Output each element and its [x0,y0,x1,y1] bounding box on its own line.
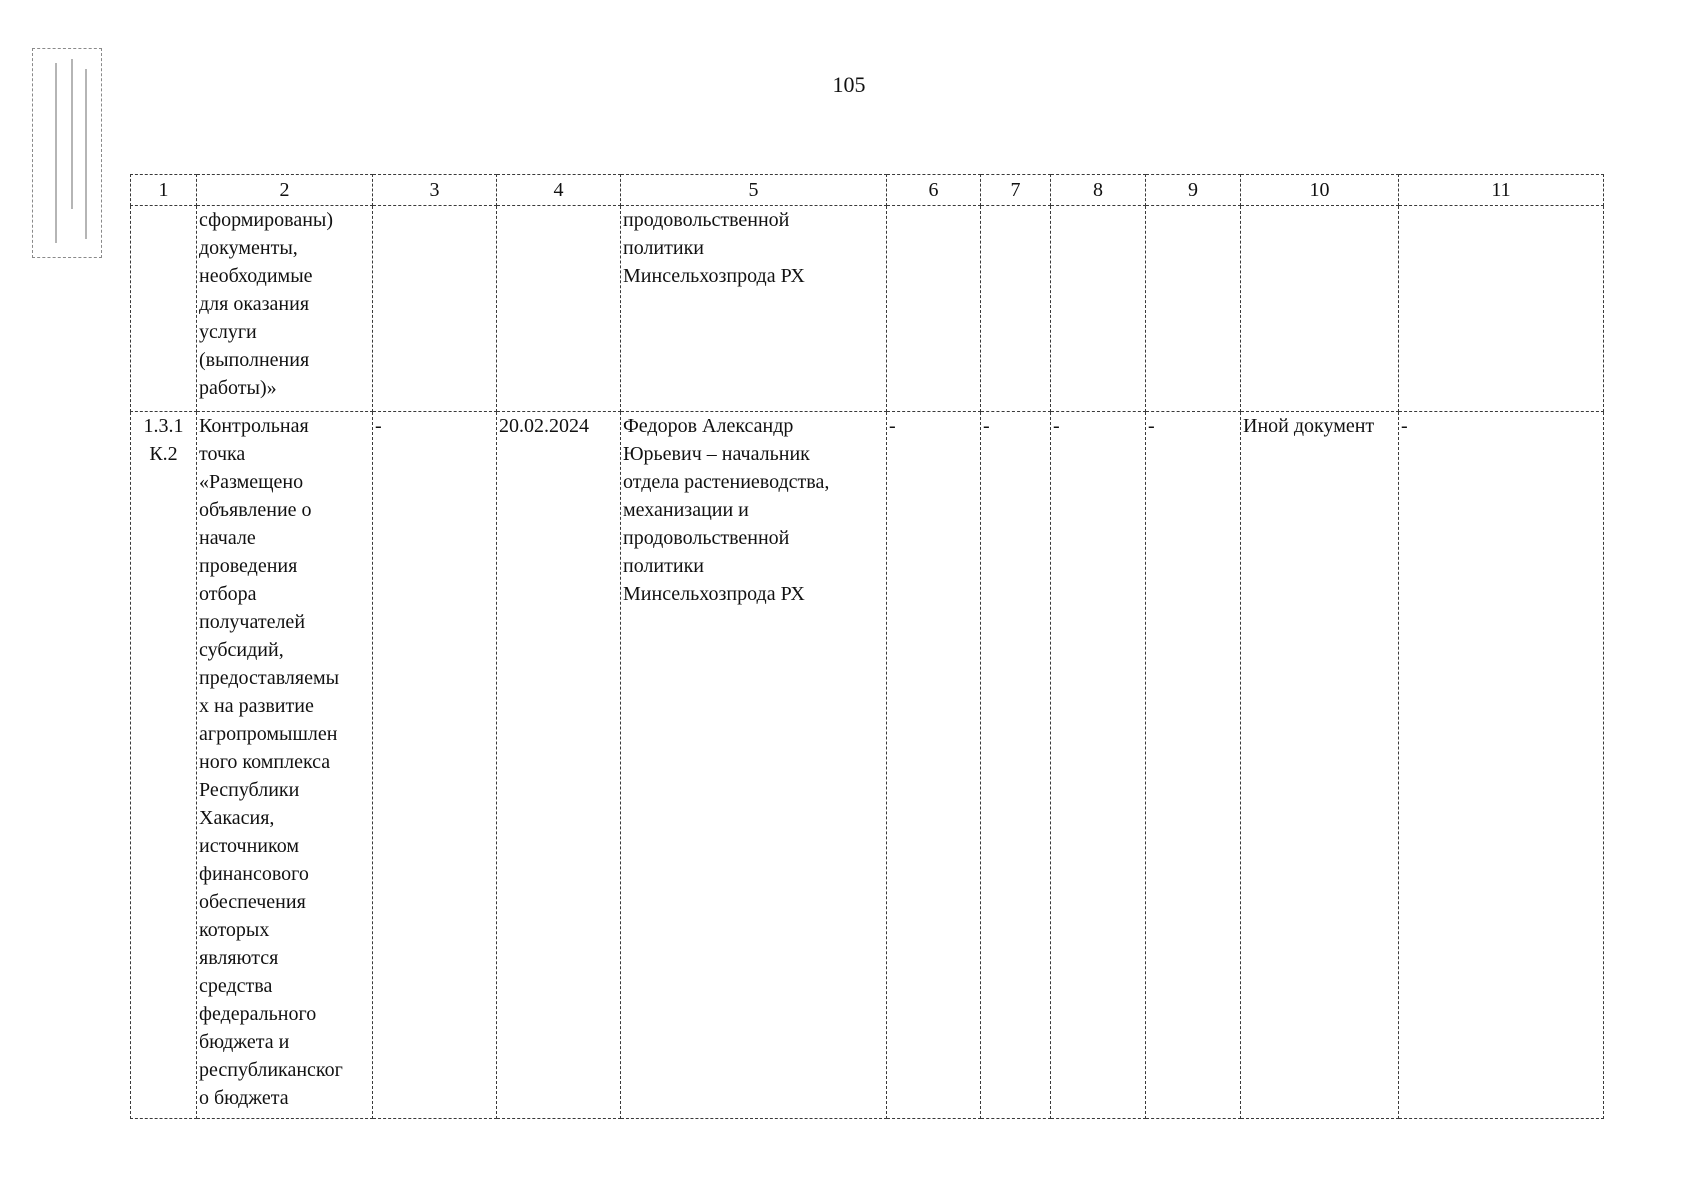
header-row [131,175,1604,206]
column-header-9: 9 [1146,175,1241,206]
table-row-continuation [131,206,1604,412]
cell-col11 [1399,206,1604,412]
cell-responsible: Федоров Александр Юрьевич – начальник отдела растениеводства, механизации и продовольственной политики Минсельхозпрода РХ [621,412,887,1119]
cell-name: Контрольная точка «Размещено объявление о начале проведения отбора получателей субсидий, предоставляемы х на развитие агропромышлен ного комплекса Республики Хакасия, источником финансового обеспечения которых являются средства федерального бюджета и республиканског о бюджета [197,412,373,1119]
column-header-3: 3 [373,175,497,206]
cell-responsible: продовольственной политики Минсельхозпрода РХ [621,206,887,412]
cell-number [131,206,197,412]
column-header-10: 10 [1241,175,1399,206]
cell-col11: - [1399,412,1604,1119]
plan-table [130,174,1604,1119]
cell-document [1241,206,1399,412]
column-header-1: 1 [131,175,197,206]
column-header-5: 5 [621,175,887,206]
cell-name: сформированы) документы, необходимые для оказания услуги (выполнения работы)» [197,206,373,412]
column-header-8: 8 [1051,175,1146,206]
cell-col9 [1146,206,1241,412]
cell-col9: - [1146,412,1241,1119]
table-row-1-3-1-k2 [131,412,1604,1119]
cell-col8 [1051,206,1146,412]
cell-date: 20.02.2024 [497,412,621,1119]
column-header-11: 11 [1399,175,1604,206]
column-header-6: 6 [887,175,981,206]
cell-document: Иной документ [1241,412,1399,1119]
page-number: 105 [832,72,866,97]
cell-col6 [887,206,981,412]
column-header-2: 2 [197,175,373,206]
cell-number: 1.3.1 К.2 [131,412,197,1119]
cell-col7: - [981,412,1051,1119]
cell-col6: - [887,412,981,1119]
cell-col3 [373,206,497,412]
cell-col3: - [373,412,497,1119]
cell-date [497,206,621,412]
cell-col7 [981,206,1051,412]
column-header-7: 7 [981,175,1051,206]
column-header-4: 4 [497,175,621,206]
cell-col8: - [1051,412,1146,1119]
